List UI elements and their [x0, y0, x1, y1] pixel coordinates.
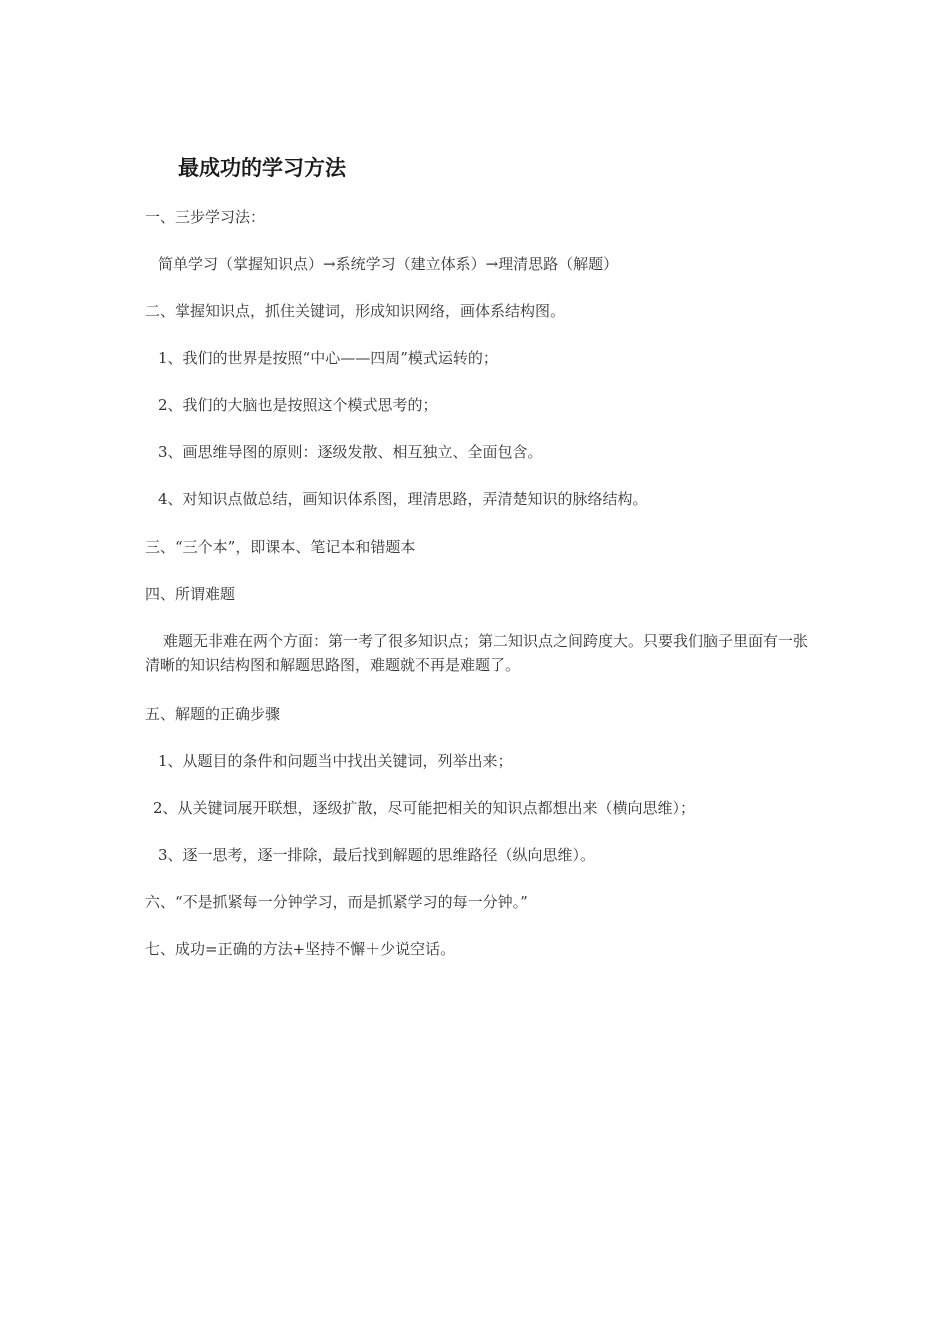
- section-5-item-2: 2、从关键词展开联想，逐级扩散，尽可能把相关的知识点都想出来（横向思维）；: [153, 799, 696, 817]
- section-5-item-3: 3、逐一思考，逐一排除，最后找到解题的思维路径（纵向思维）。: [158, 846, 596, 864]
- section-5-heading: 五、解题的正确步骤: [145, 705, 281, 723]
- section-2-item-4: 4、对知识点做总结，画知识体系图，理清思路，弄清楚知识的脉络结构。: [158, 490, 648, 508]
- section-7-heading: 七、成功=正确的方法+坚持不懈＋少说空话。: [145, 940, 456, 958]
- section-2-item-2: 2、我们的大脑也是按照这个模式思考的；: [158, 396, 438, 414]
- section-2-item-1: 1、我们的世界是按照“中心——四周”模式运转的；: [158, 349, 498, 367]
- section-6-heading: 六、“不是抓紧每一分钟学习，而是抓紧学习的每一分钟。”: [145, 893, 528, 911]
- section-5-item-1: 1、从题目的条件和问题当中找出关键词，列举出来；: [158, 752, 513, 770]
- section-2-item-3: 3、画思维导图的原则：逐级发散、相互独立、全面包含。: [158, 443, 543, 461]
- section-4-paragraph: 难题无非难在两个方面：第一考了很多知识点；第二知识点之间跨度大。只要我们脑子里面有一张清晰的知识结构图和解题思路图，难题就不再是难题了。: [145, 632, 809, 674]
- document-title: 最成功的学习方法: [178, 155, 346, 180]
- section-2-heading: 二、掌握知识点，抓住关键词，形成知识网络，画体系结构图。: [145, 302, 566, 320]
- section-4-heading: 四、所谓难题: [145, 585, 236, 603]
- section-1-body: 简单学习（掌握知识点）→系统学习（建立体系）→理清思路（解题）: [158, 255, 619, 273]
- section-1-heading: 一、三步学习法：: [145, 208, 266, 226]
- section-3-heading: 三、“三个本”，即课本、笔记本和错题本: [145, 538, 416, 556]
